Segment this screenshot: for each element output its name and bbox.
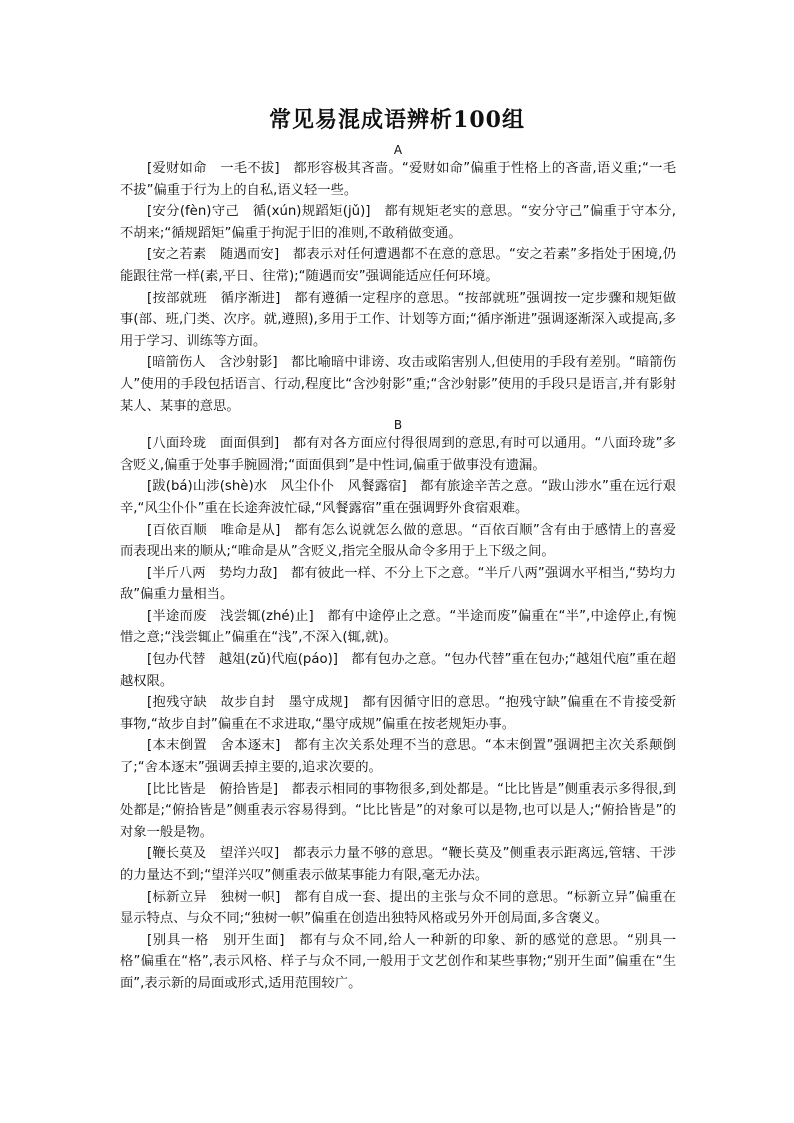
idiom-explanation: 都有旅途辛苦之意。“跋山涉水”重在远行艰辛,“风尘仆仆”重在长途奔波忙碌,“风餐露宿”重在强调野外食宿艰难。 [120, 479, 677, 516]
idiom-explanation: 都有中途停止之意。“半途而废”偏重在“半”,中途停止,有惋惜之意;“浅尝辄止”偏重在“浅”,不深入(辄,就)。 [120, 608, 676, 646]
idiom-explanation: 都有因循守旧的意思。“抱残守缺”偏重在不肯接受新事物,“故步自封”偏重在不求进取,“墨守成规”偏重在按老规矩办事。 [120, 695, 677, 732]
idiom-explanation: 都有对各方面应付得很周到的意思,有时可以通用。“八面玲珑”多含贬义,偏重于处事手腕圆滑;“面面俱到”是中性词,偏重于做事没有遗漏。 [120, 436, 676, 473]
section-letter: A [393, 143, 403, 157]
idiom-pair-term: [暗箭伤人 含沙射影] [147, 355, 278, 371]
idiom-entry [120, 433, 676, 476]
idiom-explanation: 都有规矩老实的意思。“安分守己”偏重于守本分,不胡来;“循规蹈矩”偏重于拘泥于旧的准则,不敢稍做变通。 [120, 204, 676, 241]
idiom-entry [120, 692, 676, 735]
idiom-pair-term: [标新立异 独树一帜] [147, 889, 281, 905]
idiom-pair-term: [半途而废 浅尝辄(zhé)止] [147, 608, 314, 624]
idiom-pair-term: [八面玲珑 面面俱到] [147, 436, 280, 452]
idiom-entry [120, 606, 676, 649]
idiom-pair-term: [按部就班 循序渐进] [147, 290, 281, 306]
idiom-explanation: 都有主次关系处理不当的意思。“本末倒置”强调把主次关系颠倒了;“舍本逐末”强调丢掉主要的,追求次要的。 [120, 738, 676, 776]
idiom-pair-term: [本末倒置 舍本逐末] [147, 738, 281, 754]
idiom-entry [120, 476, 676, 519]
idiom-pair-term: [别具一格 别开生面] [147, 932, 285, 948]
document-body [120, 142, 676, 995]
idiom-explanation: 都有彼此一样、不分上下之意。“半斤八两”强调水平相当,“势均力敌”偏重力量相当。 [120, 565, 677, 603]
idiom-explanation: 都比喻暗中诽谤、攻击或陷害别人,但使用的手段有差别。“暗箭伤人”使用的手段包括语言、行动,程度比“含沙射影”重;“含沙射影”使用的手段只是语言,并有影射某人、某事的意思。 [120, 355, 676, 414]
idiom-entry [120, 563, 676, 606]
idiom-pair-term: [比比皆是 俯拾皆是] [147, 781, 279, 797]
idiom-pair-term: [抱残守缺 故步自封 墨守成规] [147, 695, 349, 711]
idiom-pair-term: [跋(bá)山涉(shè)水 风尘仆仆 风餐露宿] [147, 479, 407, 495]
idiom-explanation: 都有与众不同,给人一种新的印象、新的感觉的意思。“别具一格”偏重在“格”,表示风格、样子与众不同,一般用于文艺创作和某些事物;“别开生面”偏重在“生面”,表示新的局面或形式,适用范围较广。 [120, 932, 676, 991]
idiom-explanation: 都表示相同的事物很多,到处都是。“比比皆是”侧重表示多得很,到处都是;“俯拾皆是”侧重表示容易得到。“比比皆是”的对象可以是物,也可以是人;“俯拾皆是”的对象一般是物。 [120, 781, 677, 840]
idiom-pair-term: [百依百顺 唯命是从] [147, 522, 281, 538]
idiom-pair-term: [爱财如命 一毛不拔] [147, 161, 280, 176]
idiom-entry [120, 779, 676, 844]
idiom-entry [120, 735, 676, 778]
idiom-explanation: 都有自成一套、提出的主张与众不同的意思。“标新立异”偏重在显示特点、与众不同;“独树一帜”偏重在创造出独特风格或另外开创局面,多含褒义。 [120, 889, 676, 927]
idiom-pair-term: [鞭长莫及 望洋兴叹] [147, 846, 280, 862]
idiom-entry [120, 520, 676, 563]
idiom-entry [120, 887, 676, 930]
idiom-entry [120, 843, 676, 886]
idiom-entry [120, 288, 676, 353]
idiom-entry [120, 201, 676, 244]
section-letter: B [393, 418, 403, 433]
idiom-entry [120, 930, 676, 995]
idiom-pair-term: [安分(fèn)守己 循(xún)规蹈矩(jǔ)] [147, 204, 371, 220]
idiom-entry [120, 244, 676, 287]
idiom-explanation: 都有遵循一定程序的意思。“按部就班”强调按一定步骤和规矩做事(部、班,门类、次序。就,遵照),多用于工作、计划等方面;“循序渐进”强调逐渐深入或提高,多用于学习、训练等方面。 [120, 290, 676, 349]
idiom-entry [120, 158, 676, 201]
idiom-pair-term: [半斤八两 势均力敌] [147, 565, 278, 581]
idiom-explanation: 都有包办之意。“包办代替”重在包办;“越俎代庖”重在超越权限。 [120, 652, 676, 689]
idiom-pair-term: [安之若素 随遇而安] [147, 247, 280, 263]
idiom-entry [120, 352, 676, 417]
idiom-explanation: 都形容极其吝啬。“爱财如命”偏重于性格上的吝啬,语义重;“一毛不拔”偏重于行为上的自私,语义轻一些。 [120, 161, 676, 198]
idiom-explanation: 都表示对任何遭遇都不在意的意思。“安之若素”多指处于困境,仍能跟往常一样(素,平日、往常);“随遇而安”强调能适应任何环境。 [120, 247, 676, 284]
page-title: 常见易混成语辨析100组 [269, 107, 525, 133]
idiom-entry [120, 649, 676, 692]
idiom-pair-term: [包办代替 越俎(zǔ)代庖(páo)] [147, 652, 338, 668]
idiom-explanation: 都有怎么说就怎么做的意思。“百依百顺”含有由于感情上的喜爱而表现出来的顺从;“唯命是从”含贬义,指完全服从命令多用于上下级之间。 [120, 522, 676, 560]
idiom-explanation: 都表示力量不够的意思。“鞭长莫及”侧重表示距离远,管辖、干涉的力量达不到;“望洋兴叹”侧重表示做某事能力有限,毫无办法。 [120, 846, 676, 883]
